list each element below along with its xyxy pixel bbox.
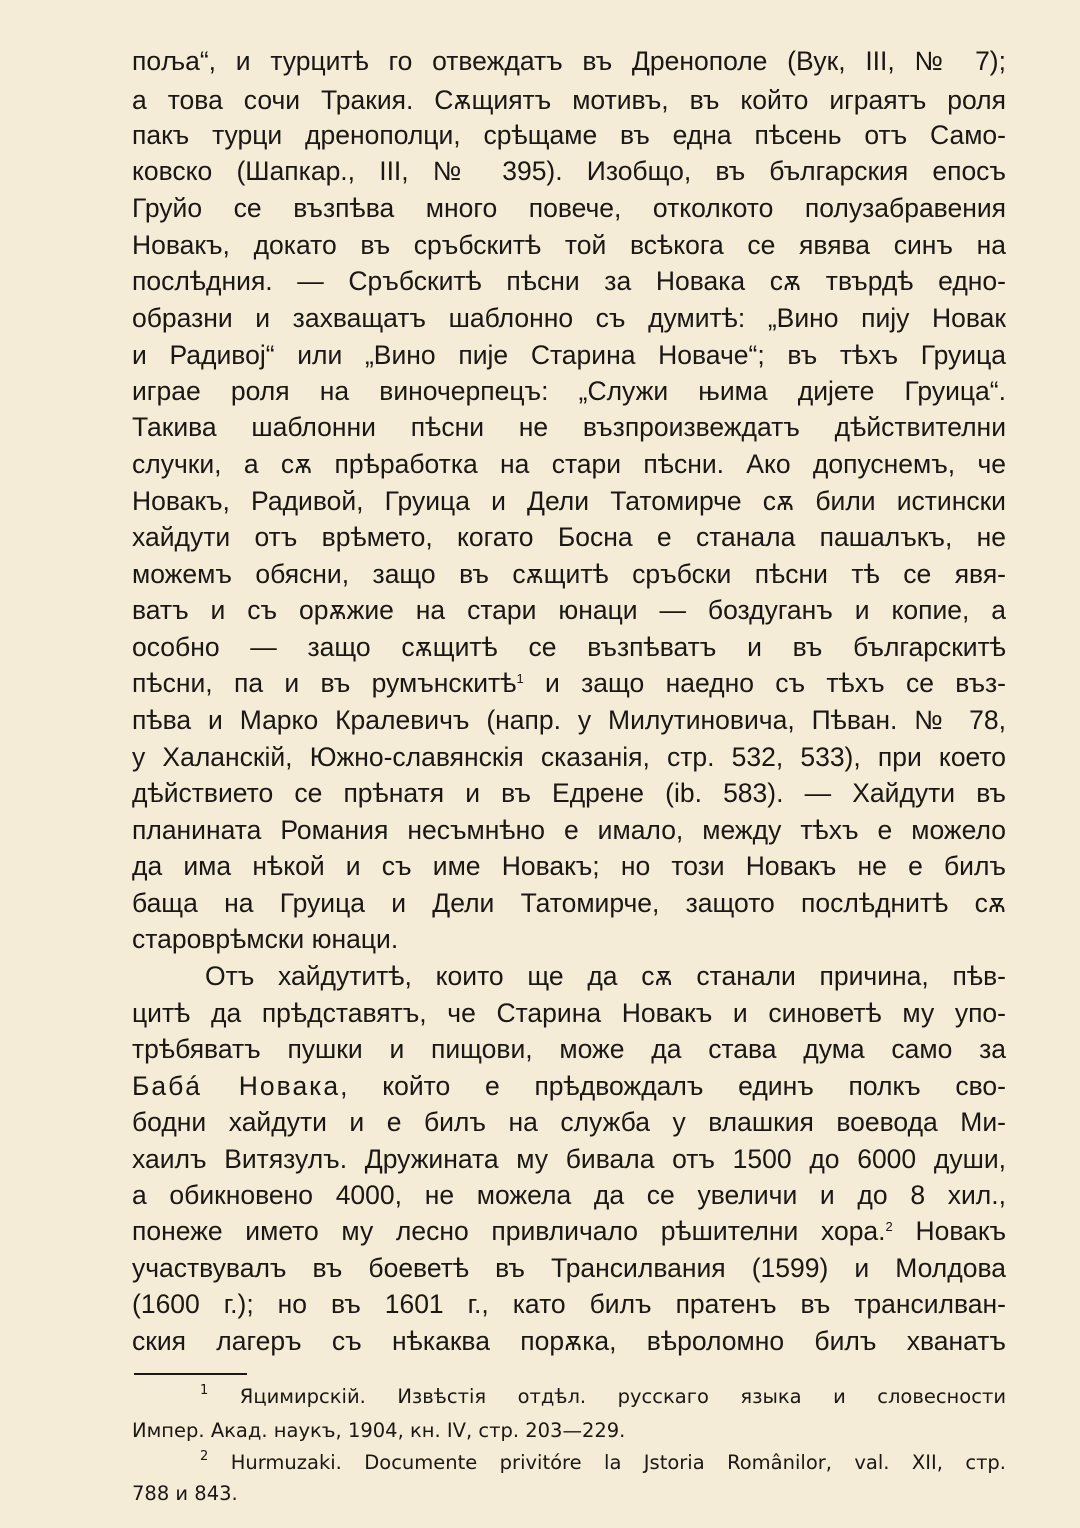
- text-line: играе роля на виночерпецъ: „Служи њима дијете Груица“.: [132, 376, 1006, 406]
- footnote-2-cont: 788 и 843.: [132, 1482, 238, 1505]
- text-line: ския лагеръ съ нѣкаква порѫка, вѣроломно билъ хванатъ: [132, 1326, 1006, 1356]
- text-line: и Радивој“ или „Вино пије Старина Новаче“; въ тѣхъ Груица: [132, 340, 1006, 370]
- text-line: у Халанскій, Южно-славянскія сказанія, стр. 532, 533), при което: [132, 742, 1006, 772]
- footnote-text: Hurmuzaki. Documente privitóre la Jstoria Românilor, val. XII, стр.: [230, 1451, 1007, 1474]
- text-line: случки, а сѫ прѣработка на стари пѣсни. Ако допуснемъ, че: [132, 449, 1006, 479]
- text-fragment: понеже името му лесно привличало рѣшителни хора.: [132, 1216, 886, 1246]
- text-line: Груйо се възпѣва много повече, отколкото полузабравения: [132, 193, 1006, 223]
- text-line: дѣйствието се прѣнатя и въ Едрене (ib. 583). — Хайдути въ: [132, 778, 1006, 808]
- emphasized-name: Бабá Новака: [132, 1071, 341, 1101]
- text-line: хайдути отъ врѣмето, когато Босна е станала пашалъкъ, не: [132, 522, 1006, 552]
- footnote-marker: 1: [200, 1383, 209, 1398]
- text-line: Новакъ, докато въ сръбскитѣ той всѣкога се явява синъ на: [132, 230, 1006, 260]
- text-line: трѣбяватъ пушки и пищови, може да става дума само за: [132, 1034, 1006, 1064]
- text-fragment: , който е прѣдвождалъ единъ полкъ сво-: [340, 1071, 1006, 1101]
- text-line: ватъ и съ орѫжие на стари юнаци — боздуганъ и копие, а: [132, 595, 1006, 625]
- text-line: участвувалъ въ боеветѣ въ Трансилвания (1599) и Молдова: [132, 1253, 1006, 1283]
- footnote-1-cont: Импер. Акад. наукъ, 1904, кн. IV, стр. 203—229.: [132, 1419, 626, 1442]
- text-line: образни и захващатъ шаблонно съ думитѣ: „Вино пију Новак: [132, 303, 1006, 333]
- text-line: пакъ турци дренополци, срѣщаме въ една пѣсень отъ Само-: [132, 120, 1006, 150]
- text-line: [132, 670, 1006, 697]
- footnote-1: [200, 1383, 1006, 1408]
- footnote-text: Яцимирскій. Извѣстія отдѣл. русскаго языка и словесности: [239, 1385, 1006, 1408]
- text-line: бодни хайдути и е билъ на служба у влашкия воевода Ми-: [132, 1107, 1006, 1137]
- text-line: да има нѣкой и съ име Новакъ; но този Новакъ не е билъ: [132, 851, 1006, 881]
- text-fragment: пѣсни, па и въ румънскитѣ: [132, 668, 517, 698]
- text-fragment: Новакъ: [892, 1216, 1007, 1246]
- text-line: баща на Груица и Дели Татомирче, защото послѣднитѣ сѫ: [132, 888, 1006, 918]
- text-line: староврѣмски юнаци.: [132, 924, 399, 954]
- footnote-ref-1: 1: [516, 671, 524, 686]
- text-line: Такива шаблонни пѣсни не възпроизвеждатъ дѣйствителни: [132, 412, 1006, 442]
- text-line: планината Романия несъмнѣно е имало, между тѣхъ е можело: [132, 815, 1006, 845]
- footnote-marker: 2: [200, 1449, 209, 1464]
- text-line: ковско (Шапкар., III, № 395). Изобщо, въ българския епосъ: [132, 156, 1006, 186]
- footnote-divider: [134, 1373, 247, 1375]
- text-line: можемъ обясни, защо въ сѫщитѣ сръбски пѣсни тѣ се явя-: [132, 559, 1006, 589]
- text-line: пѣва и Марко Кралевичъ (напр. у Милутиновича, Пѣван. № 78,: [132, 705, 1006, 735]
- text-line: цитѣ да прѣдставятъ, че Старина Новакъ и синоветѣ му упо-: [132, 998, 1006, 1028]
- text-line: [132, 1073, 1006, 1100]
- text-line: (1600 г.); но въ 1601 г., като билъ пратенъ въ трансилван-: [132, 1289, 1006, 1319]
- text-line: а обикновено 4000, не можела да се увеличи и до 8 хил.,: [132, 1180, 1006, 1210]
- text-line: хаилъ Витязулъ. Дружината му бивала отъ 1500 до 6000 души,: [132, 1144, 1006, 1174]
- text-line: [132, 1218, 1006, 1245]
- text-line: поља“, и турцитѣ го отвеждатъ въ Дренополе (Вук, III, № 7);: [132, 46, 1006, 76]
- text-line: а това сочи Тракия. Сѫщиятъ мотивъ, въ който играятъ роля: [132, 85, 1006, 115]
- text-fragment: и защо наедно съ тѣхъ се въз-: [523, 668, 1006, 698]
- text-line: послѣдния. — Сръбскитѣ пѣсни за Новака сѫ твърдѣ едно-: [132, 266, 1006, 296]
- text-line: Отъ хайдутитѣ, които ще да сѫ станали причина, пѣв-: [205, 961, 1006, 991]
- footnote-2: [200, 1449, 1007, 1474]
- footnote-ref-2: 2: [885, 1219, 893, 1234]
- text-line: Новакъ, Радивой, Груица и Дели Татомирче сѫ били истински: [132, 486, 1006, 516]
- text-line: особно — защо сѫщитѣ се възпѣватъ и въ българскитѣ: [132, 632, 1006, 662]
